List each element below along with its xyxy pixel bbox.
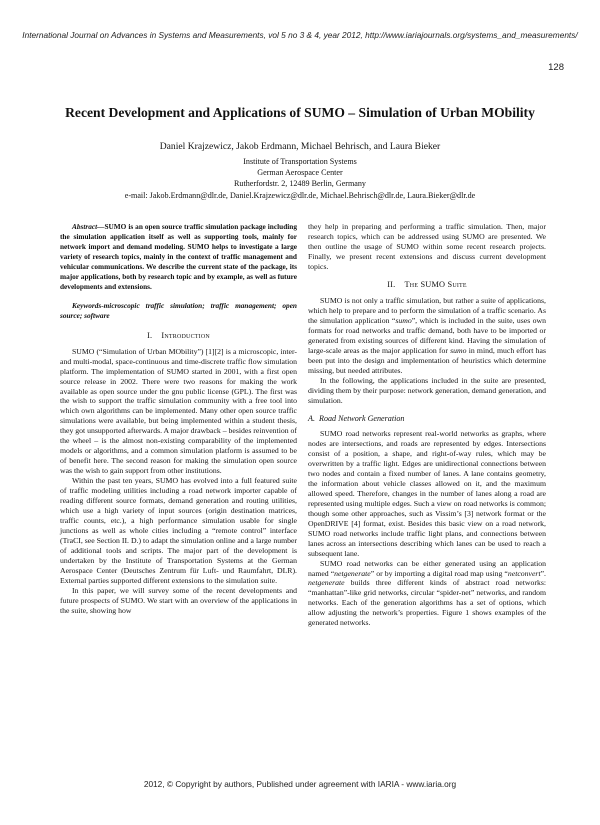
subsection-label: A.	[308, 413, 315, 423]
keywords-text: microscopic traffic simulation; traffic management; open source; software	[60, 300, 297, 320]
affiliation-email: e-mail: Jakob.Erdmann@dlr.de, Daniel.Krajzewicz@dlr.de, Michael.Behrisch@dlr.de, Laura.Bieker@dlr.de	[124, 190, 476, 200]
affiliation-institute: Institute of Transportation Systems	[243, 157, 357, 166]
affiliation-block	[0, 156, 600, 201]
subsection-heading-road-network	[308, 414, 546, 424]
paragraph: SUMO road networks represent real-world networks as graphs, where nodes are intersections, and roads are represented by edges. Intersections consist of a position, a shape, and right-of-way rules, which may be overwritten by a traffic light. Edges are unidirectional connections between two nodes and contain a fixed number of lanes. A lane contains geometry, the information about vehicle classes allowed on it, and the maximum allowed speed. Therefore, changes in the number of lanes along a road are represented using multiple edges. Such a view on road networks is common; though some other approaches, such as Vissim’s [3] network format or the OpenDRIVE [4] format, exist. Besides this basic view on a road network, SUMO road networks include traffic light plans, and connections between lanes across an intersections describing which lanes can be used to reach a subsequent lane.	[308, 428, 546, 558]
section-heading-introduction	[60, 331, 297, 341]
journal-header: International Journal on Advances in Systems and Measurements, vol 5 no 3 & 4, year 2012, http://www.iariajournals.org/systems_and_measurements/	[22, 30, 578, 40]
abstract-text: SUMO is an open source traffic simulation package including the simulation application itself as well as supporting tools, mainly for network import and demand modeling. SUMO helps to investigate a large variety of research topics, mainly in the context of traffic management and vehicular communications. We describe the current state of the package, its major applications, both by research topic and by example, as well as future developments and extensions.	[60, 222, 297, 291]
subsection-title: Road Network Generation	[319, 413, 405, 423]
keywords-label: Keywords-	[72, 300, 104, 310]
left-column	[60, 222, 297, 616]
paragraph: they help in preparing and performing a traffic simulation. Then, major research topics, which can be addressed using SUMO are presented. We then outline the usage of SUMO within some recent research projects. Finally, we present recent extensions and discuss current development topics.	[308, 222, 546, 271]
right-column	[308, 222, 546, 628]
paragraph: SUMO (“Simulation of Urban MObility”) [1][2] is a microscopic, inter- and multi-modal, space-continuous and time-discrete traffic flow simulation platform. The implementation of SUMO started in 2001, with a first open source release in 2002. There were two reasons for making the work available as open source under the gnu public license (GPL). The first was the wish to support the traffic simulation community with a free tool into which own algorithms can be implemented. Many other open source traffic simulations were available, but being implemented within a student thesis, they got unsupported afterwards. A major drawback – besides reinvention of the wheel – is the almost non-existing comparability of the implemented models or algorithms, and a common simulation platform is assumed to be of benefit here. The second reason for making the simulation open source was the wish to gain support from other institutions.	[60, 346, 297, 476]
paper-title: Recent Development and Applications of SUMO – Simulation of Urban MObility	[65, 105, 535, 120]
affiliation-address: Rutherfordstr. 2, 12489 Berlin, Germany	[234, 179, 366, 189]
paragraph: SUMO is not only a traffic simulation, but rather a suite of applications, which help to prepare and to perform the simulation of a traffic scenario. As the simulation application “sumo”, which is included in the suite, uses own formats for road networks and traffic demand, both have to be imported or generated from existing sources of different kind. Having the simulation of large-scale areas as the major application for sumo in mind, much effort has been put into the design and implementation of heuristics which determine missing, but needed attributes.	[308, 295, 547, 375]
paragraph: SUMO road networks can be either generated using an application named “netgenerate” or by importing a digital road map using “netconvert”. netgenerate builds three different kinds of abstract road networks: “manhattan”-like grid networks, circular “spider-net” networks, and random networks. Each of the generation algorithms has a set of options, which allow adjusting the network’s properties. Figure 1 shows examples of the generated networks.	[308, 558, 546, 628]
section-number: I.	[147, 330, 153, 340]
abstract	[60, 222, 297, 292]
paragraph: In this paper, we will survey some of the recent developments and future prospects of SUMO. We start with an overview of the applications in the suite, showing how	[60, 586, 297, 616]
paragraph: Within the past ten years, SUMO has evolved into a full featured suite of traffic modeling utilities including a road network importer capable of reading different source formats, demand generation and routing utilities, which use a high variety of input sources (origin destination matrices, traffic counts, etc.), a high performance simulation usable for single junctions as well as whole cities including a “remote control” interface (TraCI, see Section II. D.) to adapt the simulation online and a large number of additional tools and scripts. The major part of the development is undertaken by the Institute of Transportation Systems at the German Aerospace Center (Deutsches Zentrum für Luft- und Raumfahrt, DLR). External parties supported different extensions to the simulation suite.	[60, 476, 297, 586]
keywords	[60, 301, 297, 321]
paragraph: In the following, the applications included in the suite are presented, dividing them by their purpose: network generation, demand generation, and simulation.	[308, 375, 546, 405]
section-title: Introduction	[161, 330, 210, 340]
page-number: 128	[548, 62, 564, 73]
section-heading-sumo-suite	[308, 280, 546, 290]
affiliation-center: German Aerospace Center	[257, 168, 343, 178]
abstract-label: Abstract—	[72, 222, 105, 231]
page-footer: 2012, © Copyright by authors, Published under agreement with IARIA - www.iaria.org	[143, 779, 457, 789]
section-title: The SUMO Suite	[404, 279, 467, 289]
author-list: Daniel Krajzewicz, Jakob Erdmann, Michael Behrisch, and Laura Bieker	[159, 141, 441, 152]
section-number: II.	[387, 279, 396, 289]
